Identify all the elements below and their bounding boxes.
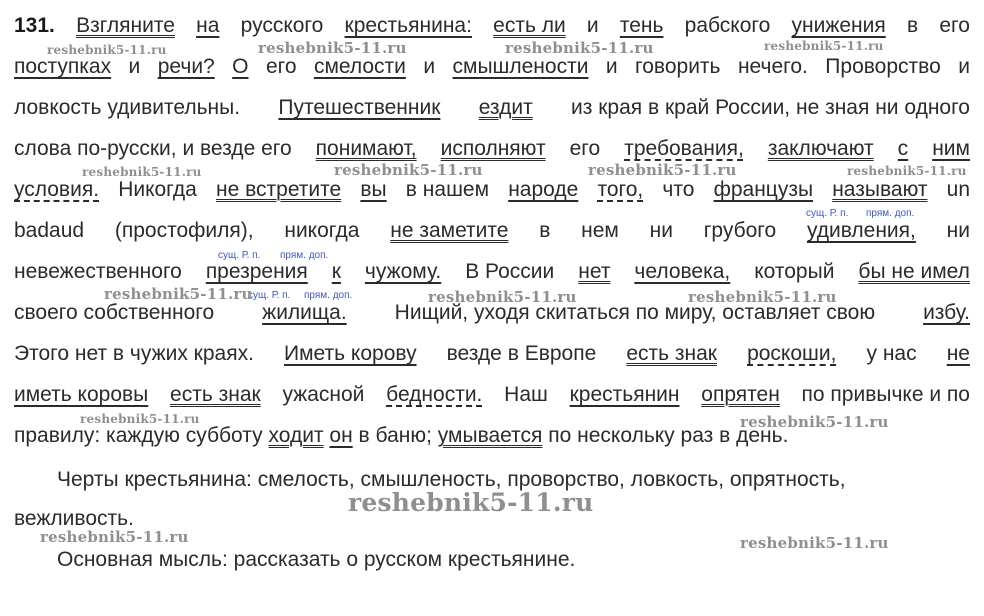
word: его [939, 14, 970, 37]
text-line-2 [14, 54, 970, 80]
word: ездит [478, 96, 533, 119]
word: не заметите [390, 219, 509, 242]
word: не [946, 342, 970, 365]
watermark: reshebnik5-11.ru [428, 288, 577, 306]
exercise-number: 131. [14, 14, 55, 37]
word: (простофиля), [114, 219, 254, 242]
text-line-6 [14, 218, 970, 244]
word: ним [932, 137, 970, 160]
main-idea-text: Основная мысль: рассказать о русском крестьянине. [57, 548, 576, 571]
word: ходит [268, 424, 324, 447]
word: требования, [624, 137, 744, 160]
annotation-noun-genitive: сущ. Р. п. [248, 290, 291, 301]
watermark: reshebnik5-11.ru [40, 528, 189, 546]
text-segment: в баню; [358, 424, 432, 447]
watermark: reshebnik5-11.ru [47, 43, 167, 57]
text-segment: ловкость удивительны. [14, 96, 241, 119]
word: рабского [684, 14, 771, 37]
text-line-10 [14, 382, 970, 408]
word: есть ли [493, 14, 566, 37]
word: его [265, 55, 297, 78]
word: поступках [14, 55, 112, 78]
word: понимают, [315, 137, 417, 160]
text-line-3 [14, 95, 970, 121]
word: и [586, 14, 599, 37]
watermark: reshebnik5-11.ru [505, 39, 654, 57]
word: ни [946, 219, 970, 242]
word: жилища. [262, 301, 347, 324]
word: тень [619, 14, 664, 37]
word: называют [832, 178, 928, 201]
word: умывается [437, 424, 543, 447]
word: на [196, 14, 220, 37]
watermark: reshebnik5-11.ru [348, 488, 594, 517]
annotation-direct-object: прям. доп. [304, 290, 353, 301]
text-segment: своего собственного [14, 301, 215, 324]
word: нет [578, 260, 611, 283]
word: badaud [14, 219, 85, 242]
word: Никогда [118, 178, 197, 201]
word: в нашем [405, 178, 490, 201]
word: бедности. [386, 383, 483, 406]
word: никогда [284, 219, 360, 242]
word: народе [508, 178, 579, 201]
word: смышлености [452, 55, 589, 78]
watermark: reshebnik5-11.ru [764, 39, 884, 53]
word: крестьянина: [344, 14, 472, 37]
text-line-4 [14, 136, 970, 162]
word: Путешественник [278, 96, 441, 119]
text-line-7 [14, 259, 970, 285]
word: унижения [791, 14, 886, 37]
word: в [539, 219, 551, 242]
word: презрения [205, 260, 308, 283]
text-segment: у нас [866, 342, 917, 365]
word: того, [597, 178, 644, 201]
word: и [128, 55, 141, 78]
watermark: reshebnik5-11.ru [80, 412, 200, 426]
word: Проворство [825, 55, 941, 78]
word: не встретите [216, 178, 342, 201]
word: человека, [634, 260, 731, 283]
text-line-5 [14, 177, 970, 203]
text-line-1 [14, 13, 970, 39]
word: Наш [504, 383, 548, 406]
word: говорить [635, 55, 721, 78]
word: смелости [313, 55, 406, 78]
word: вы [360, 178, 387, 201]
word: опрятен [701, 383, 780, 406]
text-segment: везде в Европе [446, 342, 597, 365]
word: удивления, [806, 219, 916, 242]
word: ни [649, 219, 673, 242]
watermark: reshebnik5-11.ru [258, 39, 407, 57]
word: который [754, 260, 835, 283]
word: иметь коровы [14, 383, 149, 406]
word: что [662, 178, 695, 201]
word: и [958, 55, 970, 78]
traits-text: вежливость. [14, 507, 134, 530]
watermark: reshebnik5-11.ru [688, 288, 837, 306]
word: нем [581, 219, 619, 242]
watermark: reshebnik5-11.ru [740, 413, 889, 431]
text-segment: по нескольку раз в день. [548, 424, 789, 447]
word: он [329, 424, 353, 447]
word: исполняют [440, 137, 546, 160]
watermark: reshebnik5-11.ru [104, 285, 253, 303]
text-segment: из края в край России, не зная ни одного [571, 96, 970, 119]
word: к [331, 260, 341, 283]
word: В России [465, 260, 555, 283]
watermark: reshebnik5-11.ru [847, 164, 967, 178]
word: О [232, 55, 249, 78]
word: его [569, 137, 601, 160]
word: есть знак [626, 342, 717, 365]
word: условия. [14, 178, 100, 201]
word: грубого [703, 219, 777, 242]
word: ужасной [282, 383, 365, 406]
word: un [946, 178, 970, 201]
word: невежественного [14, 260, 182, 283]
annotation-direct-object: прям. доп. [866, 208, 915, 219]
text-segment: по привычке и по [801, 383, 970, 406]
annotation-noun-genitive: сущ. Р. п. [806, 208, 849, 219]
watermark: reshebnik5-11.ru [740, 534, 889, 552]
word: Взгляните [76, 14, 175, 37]
word: французы [713, 178, 814, 201]
text-segment: Этого нет в чужих краях. [14, 342, 254, 365]
word: заключают [767, 137, 874, 160]
word: с [897, 137, 909, 160]
traits-text: Черты крестьянина: смелость, смышленость, проворство, ловкость, опрятность, [57, 468, 846, 491]
word: русского [240, 14, 324, 37]
watermark: reshebnik5-11.ru [334, 161, 483, 179]
word: есть знак [170, 383, 261, 406]
word: роскоши, [747, 342, 837, 365]
word: крестьянин [569, 383, 680, 406]
annotation-direct-object: прям. доп. [280, 250, 329, 261]
watermark: reshebnik5-11.ru [588, 161, 737, 179]
word: и [605, 55, 618, 78]
text-segment: слова по-русски, и везде его [14, 137, 292, 160]
word: бы не имел [858, 260, 970, 283]
text-segment: Нищий, уходя скитаться по миру, оставляет свою [394, 301, 876, 324]
text-line-9 [14, 341, 970, 367]
watermark: reshebnik5-11.ru [82, 165, 202, 179]
word: нечего. [737, 55, 808, 78]
text-segment: правилу: каждую субботу [14, 424, 263, 447]
word: речи? [157, 55, 215, 78]
word: чужому. [364, 260, 442, 283]
word: и [423, 55, 436, 78]
word: в [906, 14, 919, 37]
annotation-noun-genitive: сущ. Р. п. [218, 250, 261, 261]
word: избу. [923, 301, 970, 324]
word: Иметь корову [284, 342, 417, 365]
